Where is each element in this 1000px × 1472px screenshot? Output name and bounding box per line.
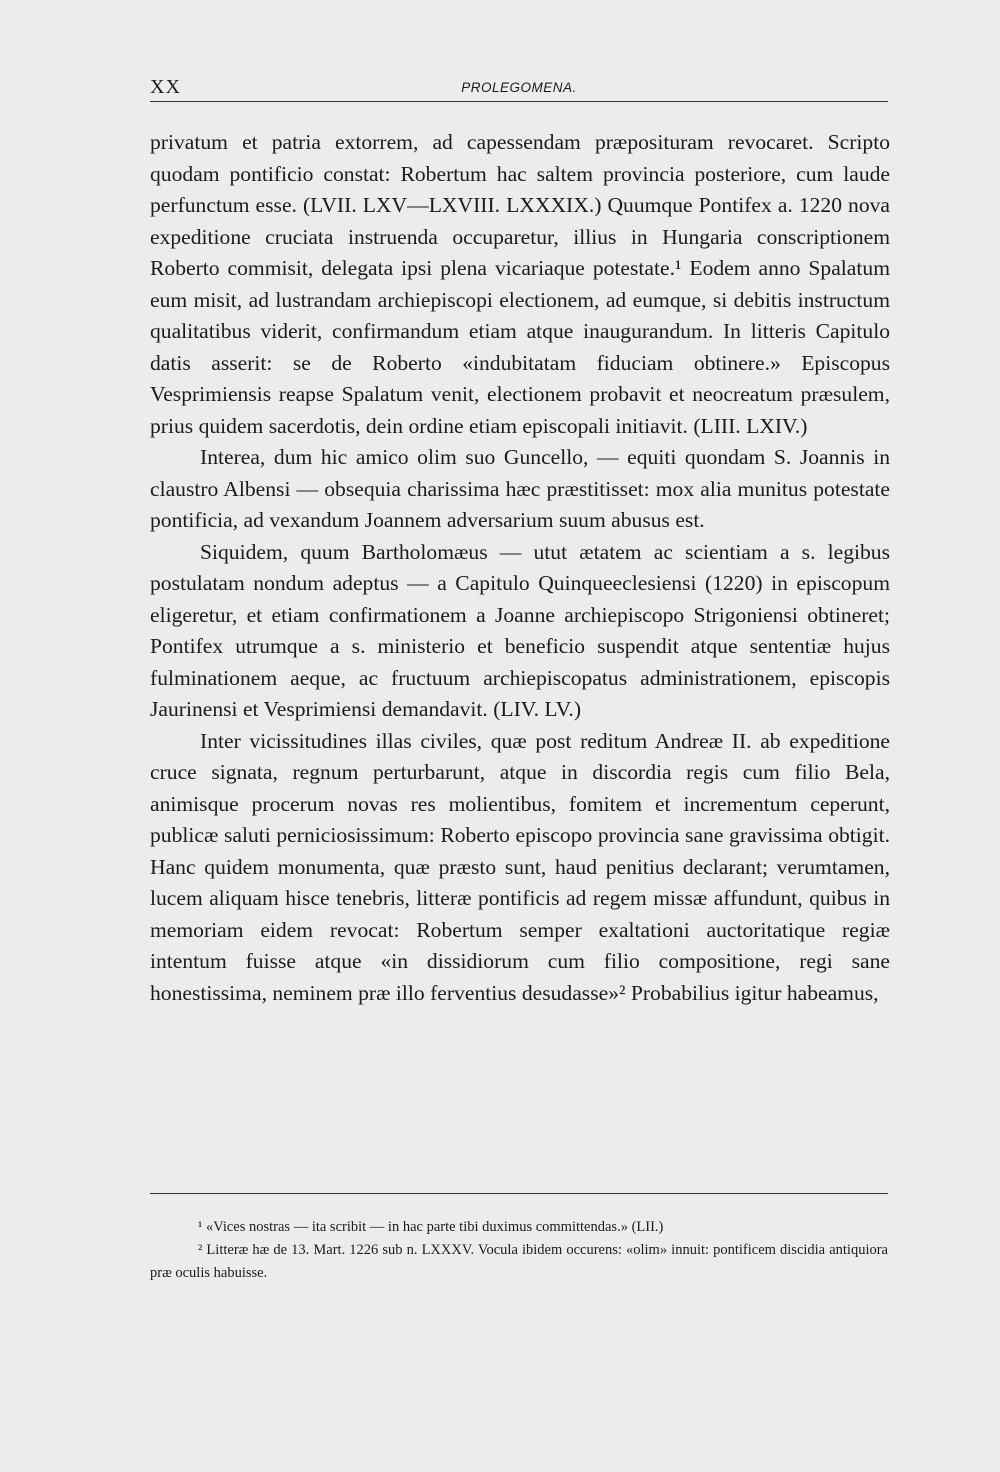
footnote-2: ² Litteræ hæ de 13. Mart. 1226 sub n. LXXXV. Vocula ibidem occurens: «olim» innuit: pontificem discidia antiquiora præ oculis habuisse.: [150, 1242, 888, 1281]
footnote-rule: [150, 1193, 888, 1194]
running-head: PROLEGOMENA.: [461, 80, 577, 95]
body-text: [150, 127, 890, 1009]
paragraph: Siquidem, quum Bartholomæus — utut ætatem ac scientiam a s. legibus postulatam nondum adeptus — a Capitulo Quinqueeclesiensi (1220) in episcopum eligeretur, et etiam confirmationem a Joanne archiepiscopo Strigoniensi obtineret; Pontifex utrumque a s. ministerio et beneficio suspendit atque sententiæ hujus fulminationem aeque, ac fructuum archiepiscopatus administrationem, episcopis Jaurinensi et Vesprimiensi demandavit. (LIV. LV.): [150, 539, 890, 721]
footnote-1: ¹ «Vices nostras — ita scribit — in hac parte tibi duximus committendas.» (LII.): [198, 1219, 664, 1235]
page-header: [150, 72, 888, 102]
paragraph: Inter vicissitudines illas civiles, quæ post reditum Andreæ II. ab expeditione cruce signata, regnum perturbarunt, atque in discordia regis cum filio Bela, animisque procerum novas res molientibus, fomitem et incrementum ceperunt, publicæ saluti perniciosissimum: Roberto episcopo provincia sane gravissima obtigit. Hanc quidem monumenta, quæ præsto sunt, haud penitius declarant; verumtamen, lucem aliquam hisce tenebris, litteræ pontificis ad regem missæ affundunt, quibus in memoriam eidem revocat: Robertum semper exaltationi auctoritatique regiæ intentum fuisse atque «in dissidiorum cum filio compositione, regi sane honestissima, neminem præ illo ferventius desudasse»² Probabilius igitur habeamus,: [150, 728, 890, 1005]
footnotes: [150, 1216, 888, 1285]
page-number: XX: [150, 76, 181, 98]
paragraph: privatum et patria extorrem, ad capessendam præposituram revocaret. Scripto quodam pontificio constat: Robertum hac saltem provincia posteriore, cum laude perfunctum esse. (LVII. LXV—LXVIII. LXXXIX.) Quumque Pontifex a. 1220 nova expeditione cruciata instruenda occuparetur, illius in Hungaria conscriptionem Roberto commisit, delegata ipsi plena vicariaque potestate.¹ Eodem anno Spalatum eum misit, ad lustrandam archiepiscopi electionem, ad eumque, si debitis instructum qualitatibus viderit, confirmandum etiam atque inaugurandum. In litteris Capitulo datis asserit: se de Roberto «indubitatam fiduciam obtinere.» Episcopus Vesprimiensis reapse Spalatum venit, electionem probavit et neocreatum præsulem, prius quidem sacerdotis, dein ordine etiam episcopali initiavit. (LIII. LXIV.): [150, 130, 890, 438]
header-rule: [150, 101, 888, 102]
paragraph: Interea, dum hic amico olim suo Guncello, — equiti quondam S. Joannis in claustro Albensi — obsequia charissima hæc præstitisset: mox alia munitus potestate pontificia, ad vexandum Joannem adversarium suum abusus est.: [150, 445, 890, 532]
